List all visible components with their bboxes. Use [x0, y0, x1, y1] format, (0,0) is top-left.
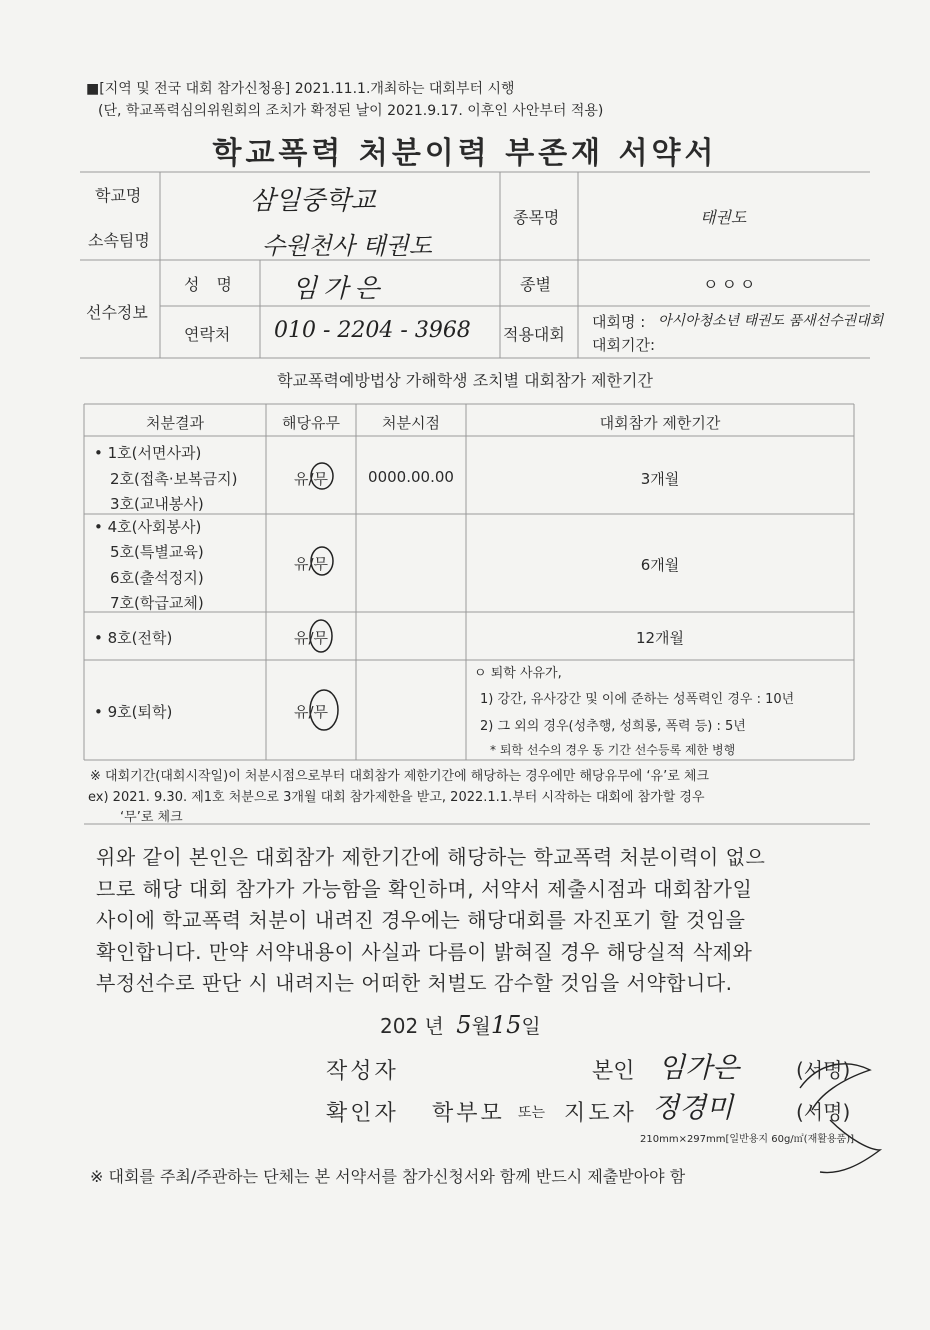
event-period-label: 대회기간: — [592, 336, 656, 354]
self-sign-label: (서명) — [796, 1058, 851, 1082]
document-title: 학교폭력 처분이력 부존재 서약서 — [212, 136, 718, 171]
pledge-line-4: 확인합니다. 만약 서약내용이 사실과 다름이 밝혀질 경우 해당실적 삭제와 — [96, 939, 753, 964]
self-name: 임가은 — [658, 1051, 740, 1084]
note-example-2: ‘무’로 체크 — [120, 810, 183, 825]
name-value: 임가은 — [292, 274, 386, 304]
name-label: 성 명 — [184, 275, 238, 294]
phone-value: 010 - 2204 - 3968 — [274, 318, 471, 343]
writer-label: 작성자 — [326, 1059, 399, 1084]
paper-spec: 210mm×297mm[일반용지 60g/㎡(재활용품)] — [640, 1134, 855, 1145]
event-name-label: 대회명 : — [592, 313, 646, 331]
event-name-value: 아시아청소년 태권도 품새선수권대회 — [658, 313, 884, 329]
date-day-unit: 일 — [521, 1014, 541, 1038]
limit-table-caption: 학교폭력예방법상 가해학생 조치별 대회참가 제한기간 — [277, 371, 653, 390]
row4-period-line-2: 1) 강간, 유사강간 및 이에 준하는 성폭력인 경우 : 10년 — [480, 692, 795, 707]
date-year: 202 — [380, 1014, 419, 1038]
row1-item-2: 2호(접촉·보복금지) — [110, 470, 238, 488]
date-day: 15 — [490, 1011, 522, 1039]
row2-item-3: 6호(출석정지) — [110, 569, 204, 587]
pledge-line-3: 사이에 학교폭력 처분이 내려진 경우에는 해당대회를 자진포기 할 것임을 — [96, 908, 746, 932]
row2-item-1: • 4호(사회봉사) — [94, 518, 202, 536]
or-label: 또는 — [518, 1105, 546, 1121]
row1-item-1: • 1호(서면사과) — [94, 444, 202, 462]
row1-item-3: 3호(교내봉사) — [110, 495, 204, 513]
col-header-date: 처분시점 — [382, 414, 440, 432]
coach-sign-label: (서명) — [796, 1100, 851, 1124]
date-line — [380, 1010, 541, 1039]
school-label: 학교명 — [95, 186, 142, 205]
event-label: 적용대회 — [503, 325, 565, 344]
header-line-1: ■[지역 및 전국 대회 참가신청용] 2021.11.1.개최하는 대회부터 시행 — [86, 81, 515, 97]
row3-yn: 유/무 — [293, 629, 329, 647]
player-info-label: 선수정보 — [86, 303, 148, 322]
date-month: 5 — [456, 1011, 472, 1039]
note-example-1: ex) 2021. 9.30. 제1호 처분으로 3개월 대회 참가제한을 받고, 2022.1.1.부터 시작하는 대회에 참가할 경우 — [88, 790, 705, 805]
coach-label: 지도자 — [564, 1101, 637, 1126]
row4-period-line-3: 2) 그 외의 경우(성추행, 성희롱, 폭력 등) : 5년 — [480, 719, 746, 734]
confirm-label: 확인자 — [326, 1101, 399, 1126]
row3-period: 12개월 — [635, 629, 685, 647]
row2-item-4: 7호(학급교체) — [110, 594, 204, 612]
row4-period-line-4: * 퇴학 선수의 경우 동 기간 선수등록 제한 병행 — [490, 743, 736, 757]
col-header-period: 대회참가 제한기간 — [599, 414, 721, 432]
row2-yn: 유/무 — [293, 555, 329, 573]
row3-item-1: • 8호(전학) — [94, 629, 173, 647]
team-label: 소속팀명 — [88, 231, 150, 250]
footer-note: ※ 대회를 주최/주관하는 단체는 본 서약서를 참가신청서와 함께 반드시 제출받아야 함 — [90, 1167, 686, 1186]
row1-period: 3개월 — [640, 470, 680, 488]
self-label: 본인 — [592, 1059, 635, 1084]
row1-yn: 유/무 — [293, 470, 329, 488]
kind-label: 종별 — [520, 275, 551, 294]
row2-period: 6개월 — [640, 556, 680, 574]
row1-date: 0000.00.00 — [368, 468, 454, 486]
parent-label: 학부모 — [432, 1101, 505, 1126]
row2-item-2: 5호(특별교육) — [110, 543, 204, 561]
pledge-line-2: 므로 해당 대회 참가가 가능함을 확인하며, 서약서 제출시점과 대회참가일 — [96, 876, 753, 901]
col-header-result: 처분결과 — [146, 414, 204, 432]
phone-label: 연락처 — [184, 325, 231, 344]
header-line-2: (단, 학교폭력심의위원회의 조치가 확정된 날이 2021.9.17. 이후인 사안부터 적용) — [98, 103, 604, 119]
pledge-line-5: 부정선수로 판단 시 내려지는 어떠한 처벌도 감수할 것임을 서약합니다. — [96, 971, 733, 995]
pledge-text — [96, 842, 856, 1000]
date-year-unit: 년 — [424, 1014, 444, 1038]
row4-item-1: • 9호(퇴학) — [94, 703, 173, 721]
col-header-yn: 해당유무 — [282, 414, 340, 432]
sport-value: 태권도 — [700, 208, 747, 227]
team-value: 수원천사 태권도 — [262, 232, 432, 260]
sport-label: 종목명 — [513, 208, 560, 227]
school-value: 삼일중학교 — [250, 186, 376, 216]
date-month-unit: 월 — [471, 1014, 491, 1038]
note-1: ※ 대회기간(대회시작일)이 처분시점으로부터 대회참가 제한기간에 해당하는 경우에만 해당유무에 ‘유’로 체크 — [90, 769, 710, 784]
coach-name: 정경미 — [652, 1091, 734, 1124]
row4-period-line-1: ㅇ 퇴학 사유가, — [474, 666, 562, 681]
pledge-line-1: 위와 같이 본인은 대회참가 제한기간에 해당하는 학교폭력 처분이력이 없으 — [96, 845, 766, 869]
kind-value: ㅇㅇㅇ — [703, 275, 759, 294]
row4-yn: 유/무 — [293, 703, 329, 721]
